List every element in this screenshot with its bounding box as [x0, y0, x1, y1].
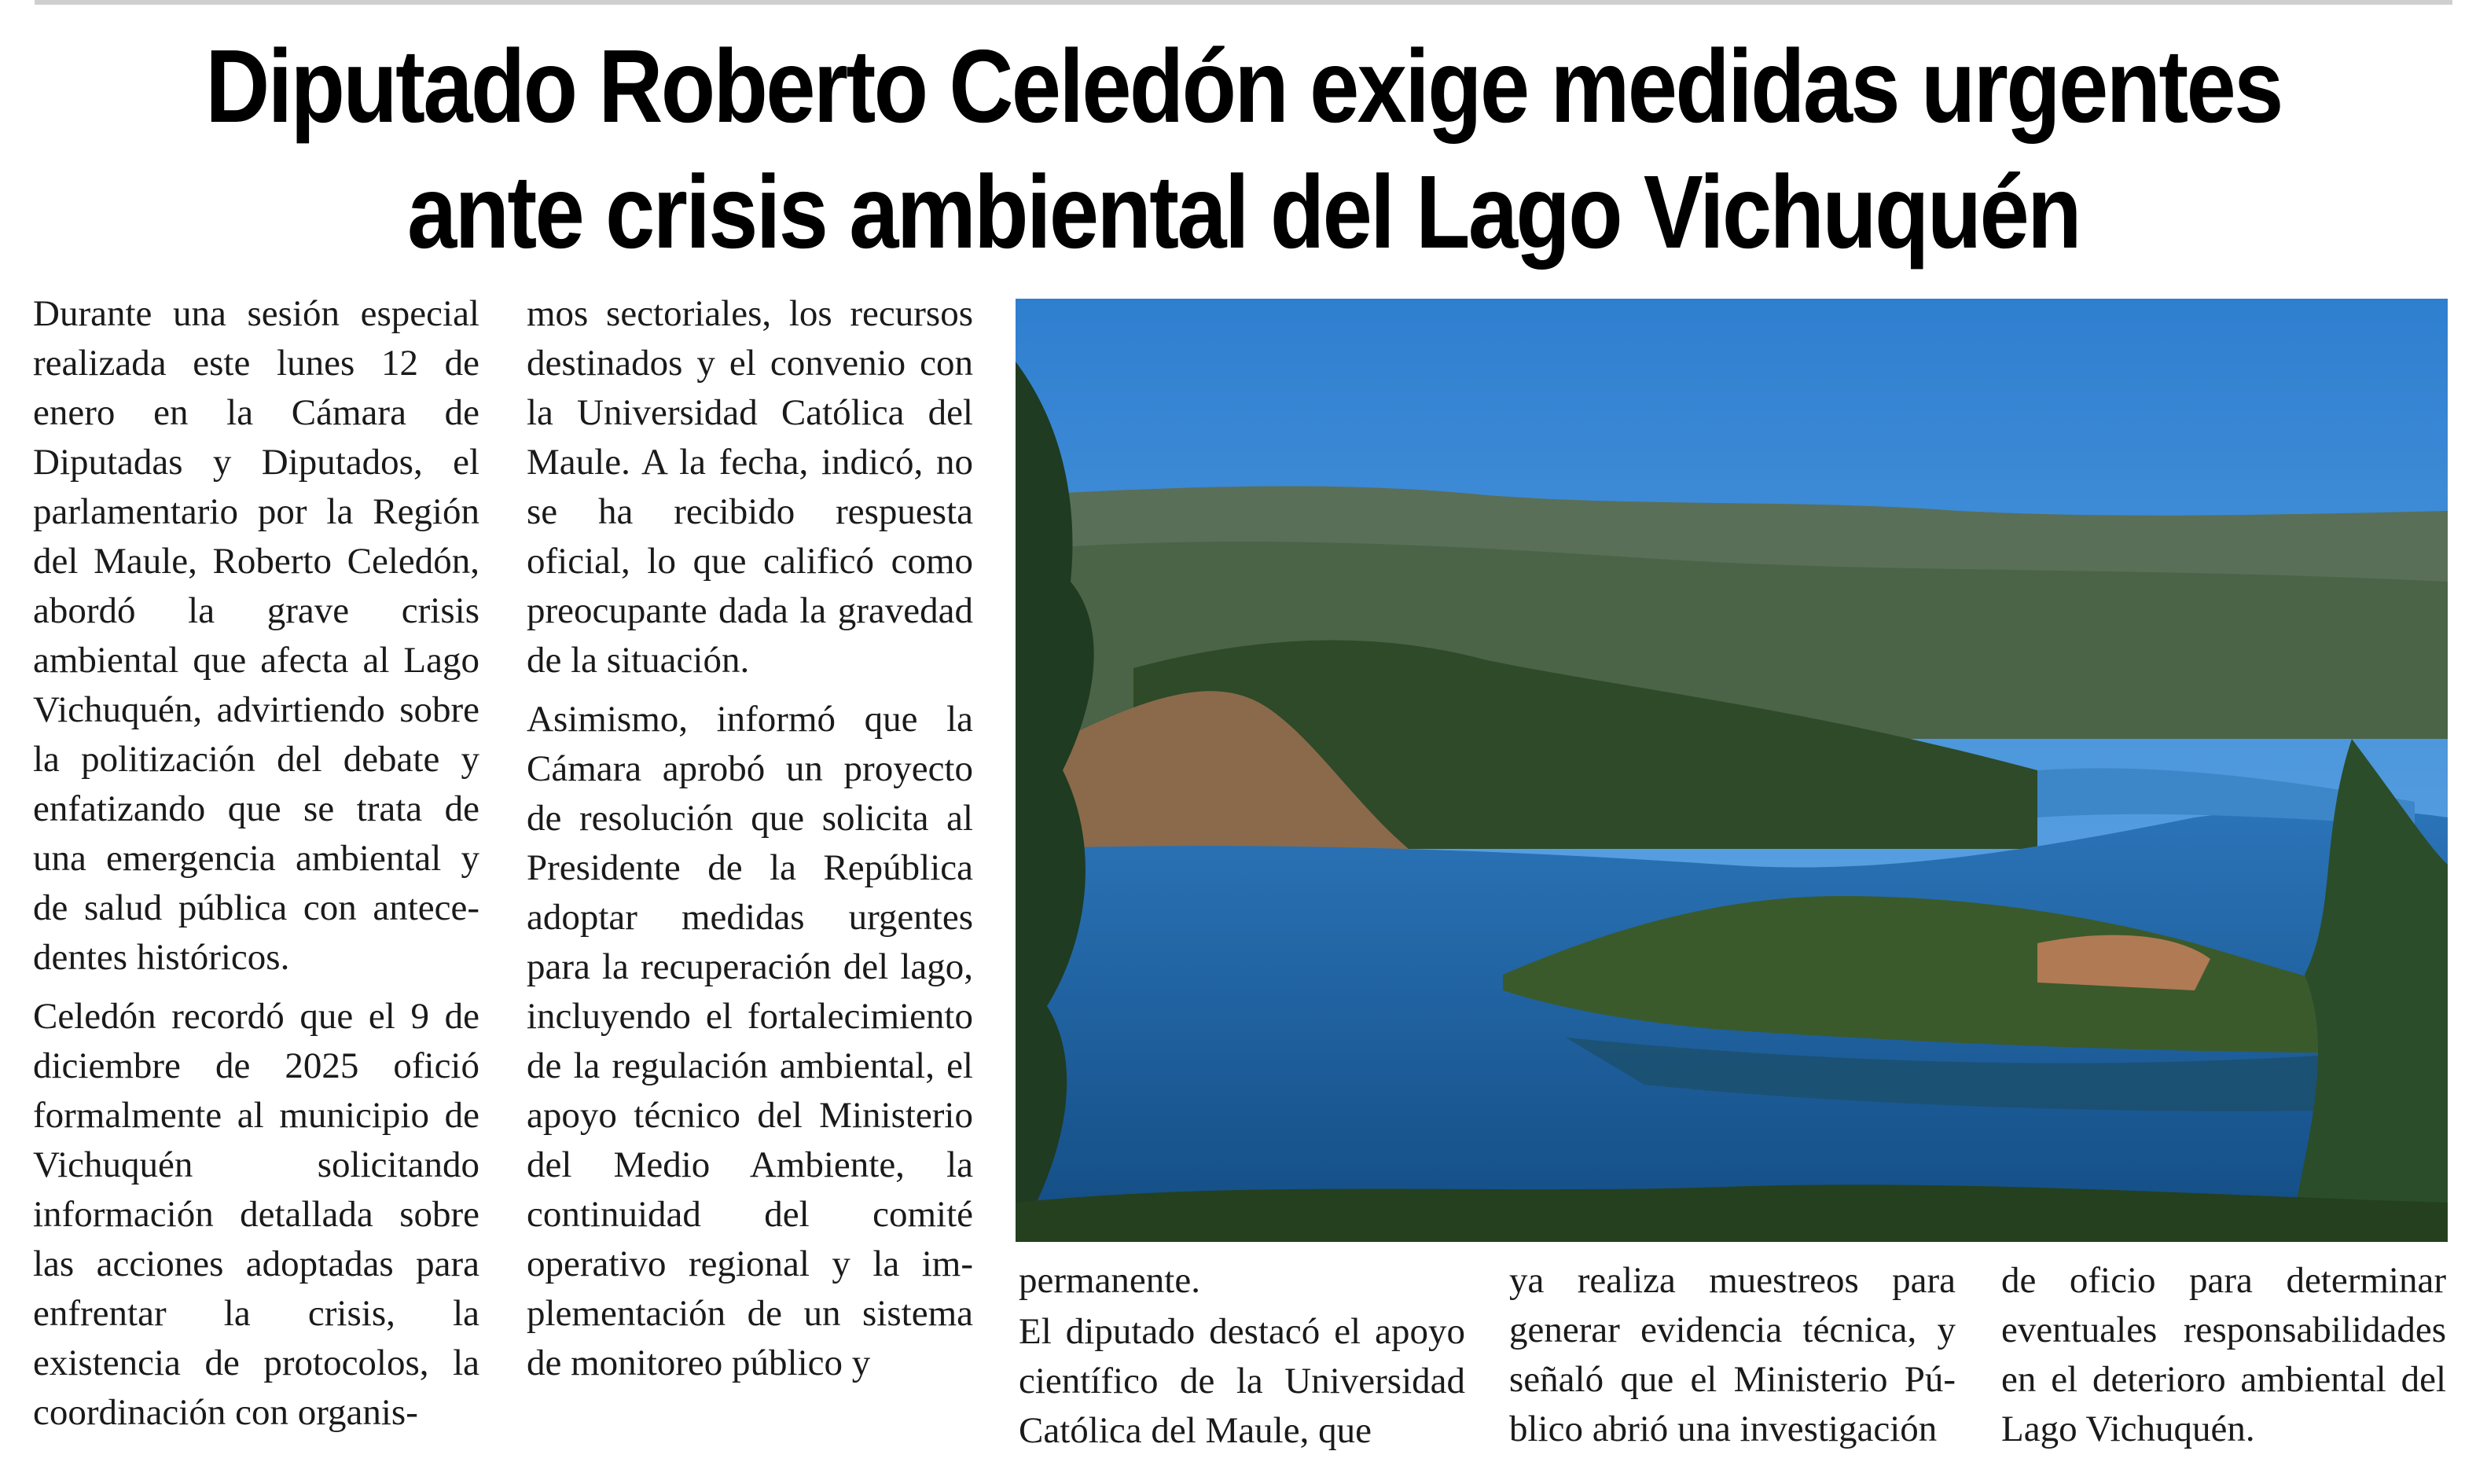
paragraph-investigacion: de oficio para determinar eventuales responsabilidades en el deterioro ambiental del Lago Vichuquén. — [2001, 1260, 2446, 1449]
paragraph-oficio: Celedón recordó que el 9 de diciembre de 2025 ofició formalmente al municipio de Vichuquén solicitando información detallada sobre las acciones adoptadas para enfrentar la crisis, la existencia de protocolos, la coordinación con organis- — [33, 996, 479, 1433]
paragraph-intro: Durante una sesión especial realizada este lunes 12 de enero en la Cámara de Diputadas y Diputados, el parlamentario por la Región del Maule, Roberto Celedón, abordó la grave crisis ambiental que afecta al Lago Vichuquén, advirtiendo sobre la politización del debate y enfatizando que se trata de una emergencia ambiental y de salud pública con antecedentes históricos. — [33, 293, 479, 978]
top-divider — [35, 0, 2452, 5]
paragraph-muestreos: ya realiza muestreos para generar evidencia técnica, y señaló que el Ministerio Público abrió una investigación — [1509, 1260, 1956, 1449]
article-column-5 — [2001, 1256, 2446, 1456]
article-column-1 — [33, 289, 479, 1447]
paragraph-apoyo-cientifico: El diputado destacó el apoyo científico de la Universidad Católica del Maule, que — [1019, 1311, 1465, 1451]
article-column-3 — [1019, 1256, 1465, 1457]
paragraph-oficio-continued: mos sectoriales, los recursos destinados y el convenio con la Universidad Católica del Maule. A la fecha, indicó, no se ha recibido respuesta oficial, lo que calificó como preocupante dada la gravedad de la situación. — [527, 293, 973, 681]
headline-line-1: Diputado Roberto Celedón exige medidas urgentes — [205, 28, 2282, 144]
article-headline — [174, 24, 2313, 275]
lake-photo — [1016, 299, 2448, 1242]
article-column-2 — [527, 289, 973, 1398]
paragraph-resolucion: Asimismo, informó que la Cámara aprobó un proyecto de resolución que solicita al Presidente de la República adoptar medidas urgentes para la recuperación del lago, incluyendo el fortalecimiento de la regulación ambiental, el apoyo técnico del Ministerio del Medio Ambiente, la continuidad del comité operativo regional y la implementación de un sistema de monitoreo público y — [527, 699, 973, 1383]
headline-line-2: ante crisis ambiental del Lago Vichuquén — [407, 154, 2080, 270]
paragraph-permanente: permanente. — [1019, 1260, 1200, 1301]
article-column-4 — [1509, 1256, 1956, 1456]
